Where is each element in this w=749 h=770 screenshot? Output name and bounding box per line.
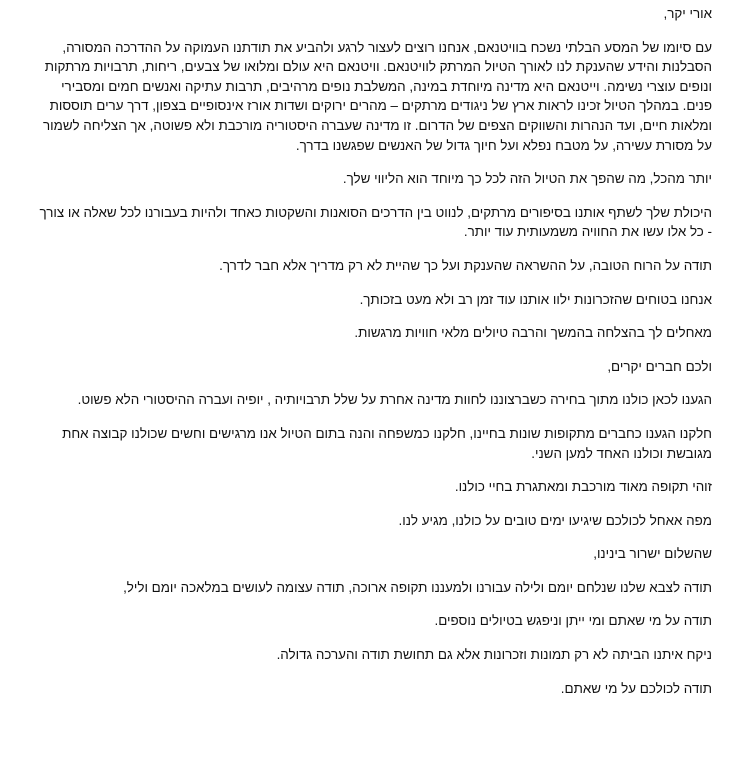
paragraph-memories: אנחנו בטוחים שהזכרונות ילוו אותנו עוד זמן רב ולא מעט בזכותך.: [359, 291, 712, 307]
paragraph-complex-period: זוהי תקופה מאוד מורכבת ומאתגרת בחיי כולנו.: [454, 479, 712, 495]
paragraph-wishes: מאחלים לך בהצלחה בהמשך והרבה טיולים מלאי חוויות מרגשות.: [354, 325, 712, 341]
letter-body: [34, 4, 712, 712]
paragraph-group: חלקנו הגענו כחברים מתקופות שונות בחיינו, חלקנו כמשפחה והנה בתום הטיול אנו מרגישים וחשים שכולנו קבוצה אחת מגובשת וכולנו האחד למען השני.: [62, 425, 712, 461]
paragraph-army-thanks: תודה לצבא שלנו שנלחם יומם ולילה עבורנו ולמעננו תקופה ארוכה, תודה עצומה לעושים במלאכה יומם וליל,: [123, 579, 712, 595]
paragraph-vietnam-trip: עם סיומו של המסע הבלתי נשכח בוויטנאם, אנחנו רוצים לעצור לרגע ולהביע את תודתנו העמוקה על ההדרכה המסורה, הסבלנות והידע שהענקת לנו לאורך הטיול המרתק לוויטנאם. וויטנאם היא עולם ומלואו של צבעים, ריחות, תרבויות מרתקות ונופים עוצרי נשימה. וייטנאם היא מדינה מיוחדת במינה, המשלבת נופים מרהיבים, תרבות עתיקה ואנשים חמים ומסבירי פנים. במהלך הטיול זכינו לראות ארץ של ניגודים מרתקים – מהרים ירוקים ושדות אורז אינסופיים בצפון, דרך ערים תוססות ומלאות חיים, ועד הנהרות והשווקים הצפים של הדרום. זו מדינה שעברה היסטוריה מורכבת ולא פשוטה, אך הצליחה לשמור על מסורת עשירה, על מטבח נפלא ועל חיוך גדול של האנשים שפגשנו בדרך.: [43, 39, 712, 153]
friends-greeting: ולכם חברים יקרים,: [607, 358, 712, 374]
paragraph-take-home: ניקח איתנו הביתה לא רק תמונות וזכרונות אלא גם תחושת תודה והערכה גדולה.: [276, 647, 712, 663]
paragraph-choice: הגענו לכאן כולנו מתוך בחירה כשברצוננו לחוות מדינה אחרת על שלל תרבויותיה , יופיה ועברה ההיסטורי הלא פשוט.: [77, 392, 712, 408]
closing-line: תודה לכולכם על מי שאתם.: [560, 680, 712, 696]
paragraph-good-days: מפה אאחל לכולכם שיגיעו ימים טובים על כולנו, מגיע לנו.: [398, 512, 712, 528]
paragraph-peace: שהשלום ישרור בינינו,: [593, 546, 712, 562]
paragraph-guidance: יותר מהכל, מה שהפך את הטיול הזה לכל כך מיוחד הוא הליווי שלך.: [342, 171, 712, 187]
greeting-line: אורי יקר,: [663, 6, 712, 21]
paragraph-meet-again: תודה על מי שאתם ומי ייתן וניפגש בטיולים נוספים.: [434, 613, 712, 629]
paragraph-thanks-spirit: תודה על הרוח הטובה, על ההשראה שהענקת ועל כך שהיית לא רק מדריך אלא חבר לדרך.: [219, 257, 712, 273]
paragraph-stories: היכולת שלך לשתף אותנו בסיפורים מרתקים, לנווט בין הדרכים הסואנות והשקטות כאחד ולהיות בעבורנו לכל שאלה או צורך - כל אלו עשו את החוויה משמעותית עוד יותר.: [39, 204, 712, 240]
